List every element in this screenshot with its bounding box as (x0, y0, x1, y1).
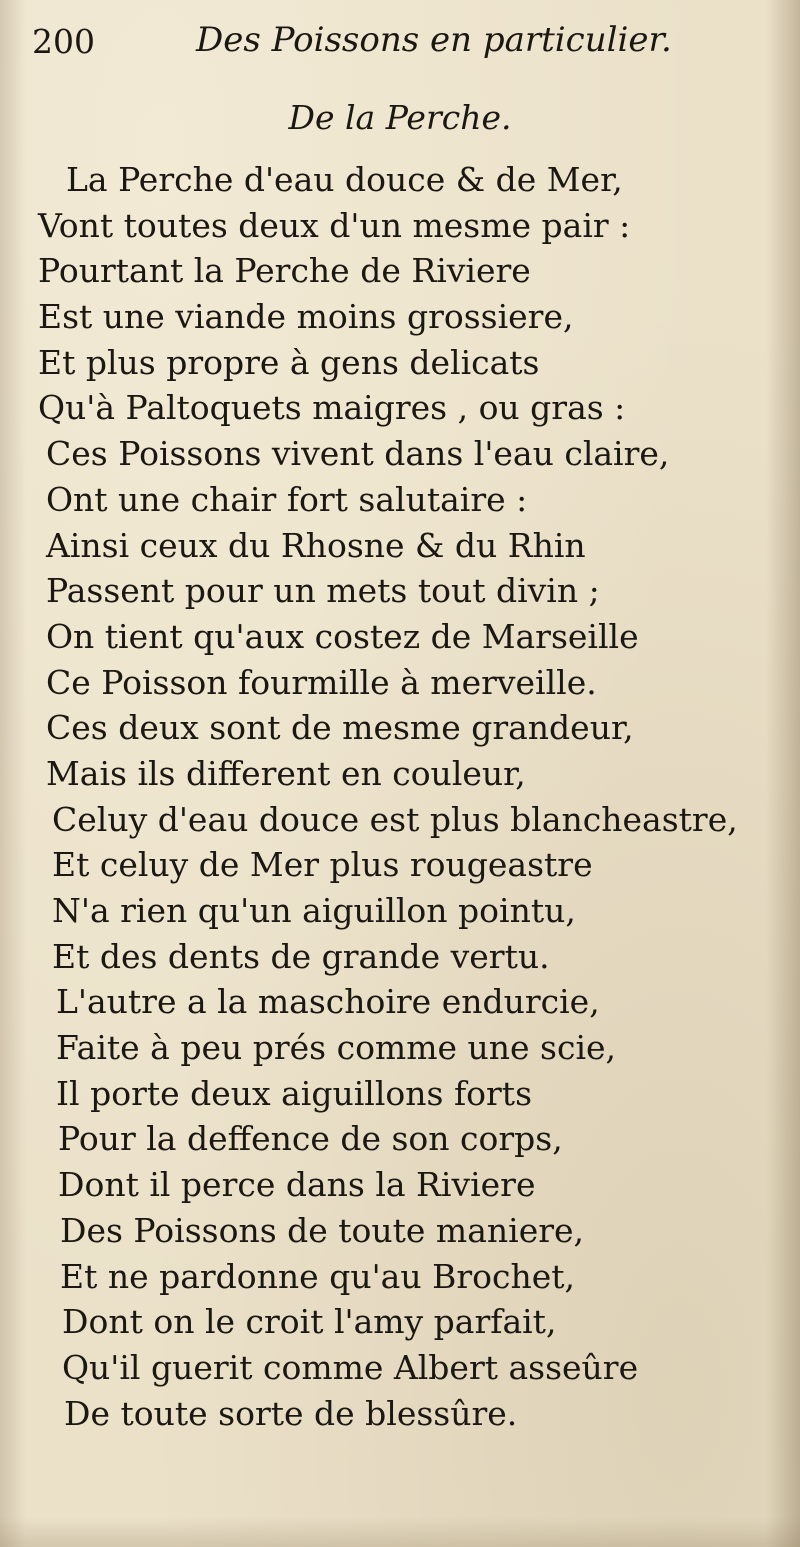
verse-line: Vont toutes deux d'un mesme pair : (38, 205, 631, 245)
verse-line: De toute sorte de blessûre. (64, 1393, 518, 1433)
verse-line: Pour la deffence de son corps, (58, 1119, 563, 1159)
verse-line: Dont on le croit l'amy parfait, (62, 1302, 557, 1342)
verse-line: Ce Poisson fourmille à merveille. (46, 662, 597, 702)
verse-line: Faite à peu prés comme une scie, (56, 1028, 617, 1068)
verse-line: Ont une chair fort salutaire : (46, 479, 528, 519)
page-shadow-bottom (0, 1517, 800, 1547)
verse-line: Qu'il guerit comme Albert asseûre (62, 1347, 639, 1387)
verse-line: Celuy d'eau douce est plus blancheastre, (52, 799, 738, 839)
verse-line: Et plus propre à gens delicats (38, 342, 540, 382)
verse-line: Pourtant la Perche de Riviere (38, 251, 531, 291)
verse-line: Dont il perce dans la Riviere (58, 1165, 536, 1205)
verse-line: Et ne pardonne qu'au Brochet, (60, 1256, 575, 1296)
running-title: Des Poissons en particulier. (196, 20, 672, 60)
verse-line: Ces Poissons vivent dans l'eau claire, (46, 434, 670, 474)
verse-line: Il porte deux aiguillons forts (56, 1073, 533, 1113)
verse-line: Passent pour un mets tout divin ; (46, 571, 600, 611)
verse-line: Mais ils different en couleur, (46, 753, 526, 793)
page-number: 200 (32, 22, 95, 61)
verse (0, 157, 800, 1436)
verse-line: Qu'à Paltoquets maigres , ou gras : (38, 388, 626, 428)
section-title: De la Perche. (288, 98, 512, 137)
verse-line: Est une viande moins grossiere, (38, 297, 574, 337)
verse-line: L'autre a la maschoire endurcie, (56, 982, 600, 1022)
verse-line: Et des dents de grande vertu. (52, 936, 550, 976)
verse-line: Et celuy de Mer plus rougeastre (52, 845, 593, 885)
verse-line: La Perche d'eau douce & de Mer, (66, 160, 623, 199)
verse-line: Ces deux sont de mesme grandeur, (46, 708, 634, 748)
verse-line: Des Poissons de toute maniere, (60, 1210, 585, 1250)
verse-line: Ainsi ceux du Rhosne & du Rhin (46, 525, 586, 565)
verse-line: N'a rien qu'un aiguillon pointu, (52, 891, 576, 930)
verse-line: On tient qu'aux costez de Marseille (46, 616, 639, 656)
